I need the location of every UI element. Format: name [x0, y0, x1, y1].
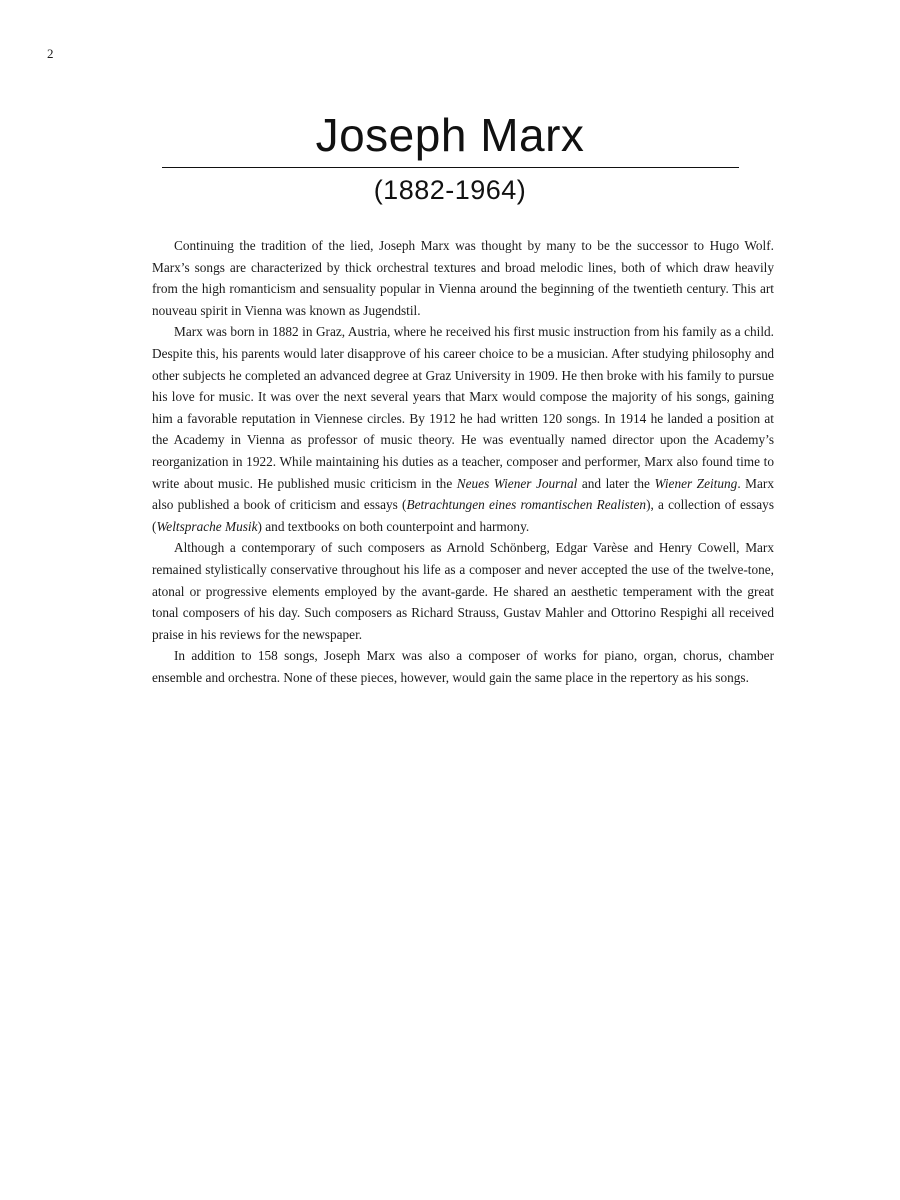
text-run: Marx was born in 1882 in Graz, Austria, where he received his first music instruction from his family as a child. Despite this, his parents would later disapprove of his career choice to be a musician. After studying philosophy and other subjects he completed an advanced degree at Graz University in 1909. He then broke with his family to pursue his love for music. It was over the next several years that Marx would compose the majority of his songs, gaining him a favorable reputation in Viennese circles. By 1912 he had written 120 songs. In 1914 he landed a position at the Academy in Vienna as professor of music theory. He was eventually named director upon the Academy’s reorganization in 1922. While maintaining his duties as a teacher, composer and performer, Marx also found time to write about music. He published music criticism in the	[152, 324, 774, 491]
book-title: Betrachtungen eines romantischen Realisten	[406, 497, 647, 513]
page-number: 2	[47, 46, 54, 61]
paragraph-works: In addition to 158 songs, Joseph Marx was also a composer of works for piano, organ, chorus, chamber ensemble and orchestra. None of these pieces, however, would gain the same place in the repertory as his songs.	[152, 648, 774, 685]
publication-title: Wiener Zeitung	[654, 475, 738, 491]
title-rule	[162, 167, 739, 168]
page-header	[0, 108, 900, 208]
text-run: ), a collection of essays (	[152, 497, 775, 534]
text-run: and later the	[577, 475, 655, 491]
text-run: . Marx also published a book of criticism and essays (	[152, 475, 774, 513]
text-run: ) and textbooks on both counterpoint and harmony.	[257, 518, 530, 534]
biography-text	[152, 235, 774, 688]
paragraph-style: Although a contemporary of such composers as Arnold Schönberg, Edgar Varèse and Henry Cowell, Marx remained stylistically conservative throughout his life as a composer and never accepted the use of the twelve-tone, atonal or progressive elements employed by the avant-garde. He shared an aesthetic temperament with the great tonal composers of his day. Such composers as Richard Strauss, Gustav Mahler and Ottorino Respighi all received praise in his reviews for the newspaper.	[152, 540, 774, 642]
paragraph-tradition: Continuing the tradition of the lied, Joseph Marx was thought by many to be the successor to Hugo Wolf. Marx’s songs are characterized by thick orchestral textures and broad melodic lines, both of which draw heavily from the high romanticism and sensuality popular in Vienna around the beginning of the twentieth century. This art nouveau spirit in Vienna was known as Jugendstil.	[152, 238, 774, 318]
book-title: Weltsprache Musik	[156, 518, 258, 534]
page-title: Joseph Marx	[315, 109, 585, 161]
paragraph-biography	[152, 321, 774, 537]
life-dates: (1882-1964)	[373, 175, 527, 205]
publication-title: Neues Wiener Journal	[456, 475, 578, 491]
